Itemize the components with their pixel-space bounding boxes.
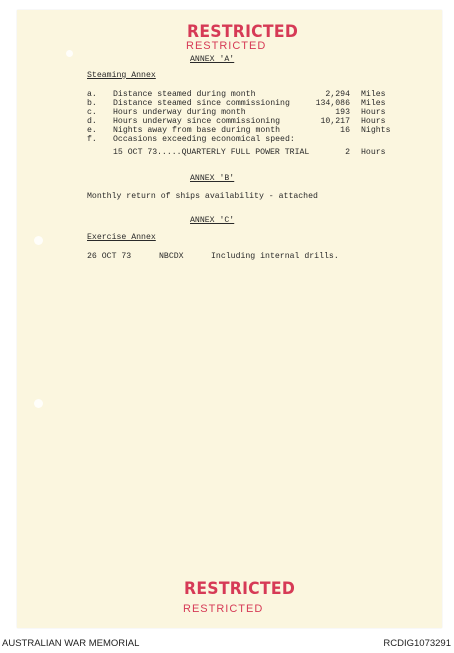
restricted-stamp-bold: RESTRICTED: [187, 22, 299, 42]
exercise-annex-title: Exercise Annex: [87, 233, 156, 242]
archive-credit: AUSTRALIAN WAR MEMORIAL: [2, 638, 140, 649]
steaming-annex-title: Steaming Annex: [87, 71, 156, 80]
item-value: 10,217: [320, 117, 350, 126]
exercise-code: NBCDX: [159, 252, 184, 261]
restricted-stamp-thin: RESTRICTED: [186, 40, 267, 52]
item-unit: Hours: [361, 108, 386, 117]
item-text: Distance steamed during month: [113, 90, 256, 99]
item-text: Hours underway during month: [113, 108, 246, 117]
restricted-stamp-bold: RESTRICTED: [184, 579, 296, 599]
item-letter: b.: [87, 99, 97, 108]
punch-hole: [34, 236, 43, 245]
exercise-date: 26 OCT 73: [87, 252, 132, 261]
punch-hole: [34, 399, 43, 408]
item-unit: Hours: [361, 117, 386, 126]
annex-b-heading: ANNEX 'B': [190, 174, 235, 183]
archive-id: RCDIG1073291: [383, 638, 451, 649]
annex-b-text: Monthly return of ships availability - attached: [87, 192, 318, 201]
annex-c-heading: ANNEX 'C': [190, 216, 235, 225]
item-letter: f.: [87, 135, 97, 144]
restricted-stamp-thin: RESTRICTED: [183, 603, 264, 615]
annex-a-heading: ANNEX 'A': [190, 55, 235, 64]
item-value: 16: [340, 126, 350, 135]
item-letter: a.: [87, 90, 97, 99]
item-value: 134,086: [315, 99, 350, 108]
item-letter: d.: [87, 117, 97, 126]
item-text: Occasions exceeding economical speed:: [113, 135, 295, 144]
trial-unit: Hours: [361, 148, 386, 157]
item-unit: Miles: [361, 90, 386, 99]
item-text: Hours underway since commissioning: [113, 117, 281, 126]
trial-date: 15 OCT 73: [113, 148, 158, 157]
punch-hole: [66, 50, 73, 57]
item-value: 2,294: [325, 90, 350, 99]
item-value: 193: [335, 108, 350, 117]
trial-value: 2: [345, 148, 350, 157]
item-letter: c.: [87, 108, 97, 117]
item-text: Distance steamed since commissioning: [113, 99, 290, 108]
item-unit: Miles: [361, 99, 386, 108]
trial-text: .....QUARTERLY FULL POWER TRIAL: [157, 148, 310, 157]
item-letter: e.: [87, 126, 97, 135]
exercise-text: Including internal drills.: [211, 252, 339, 261]
item-text: Nights away from base during month: [113, 126, 281, 135]
item-unit: Nights: [361, 126, 391, 135]
